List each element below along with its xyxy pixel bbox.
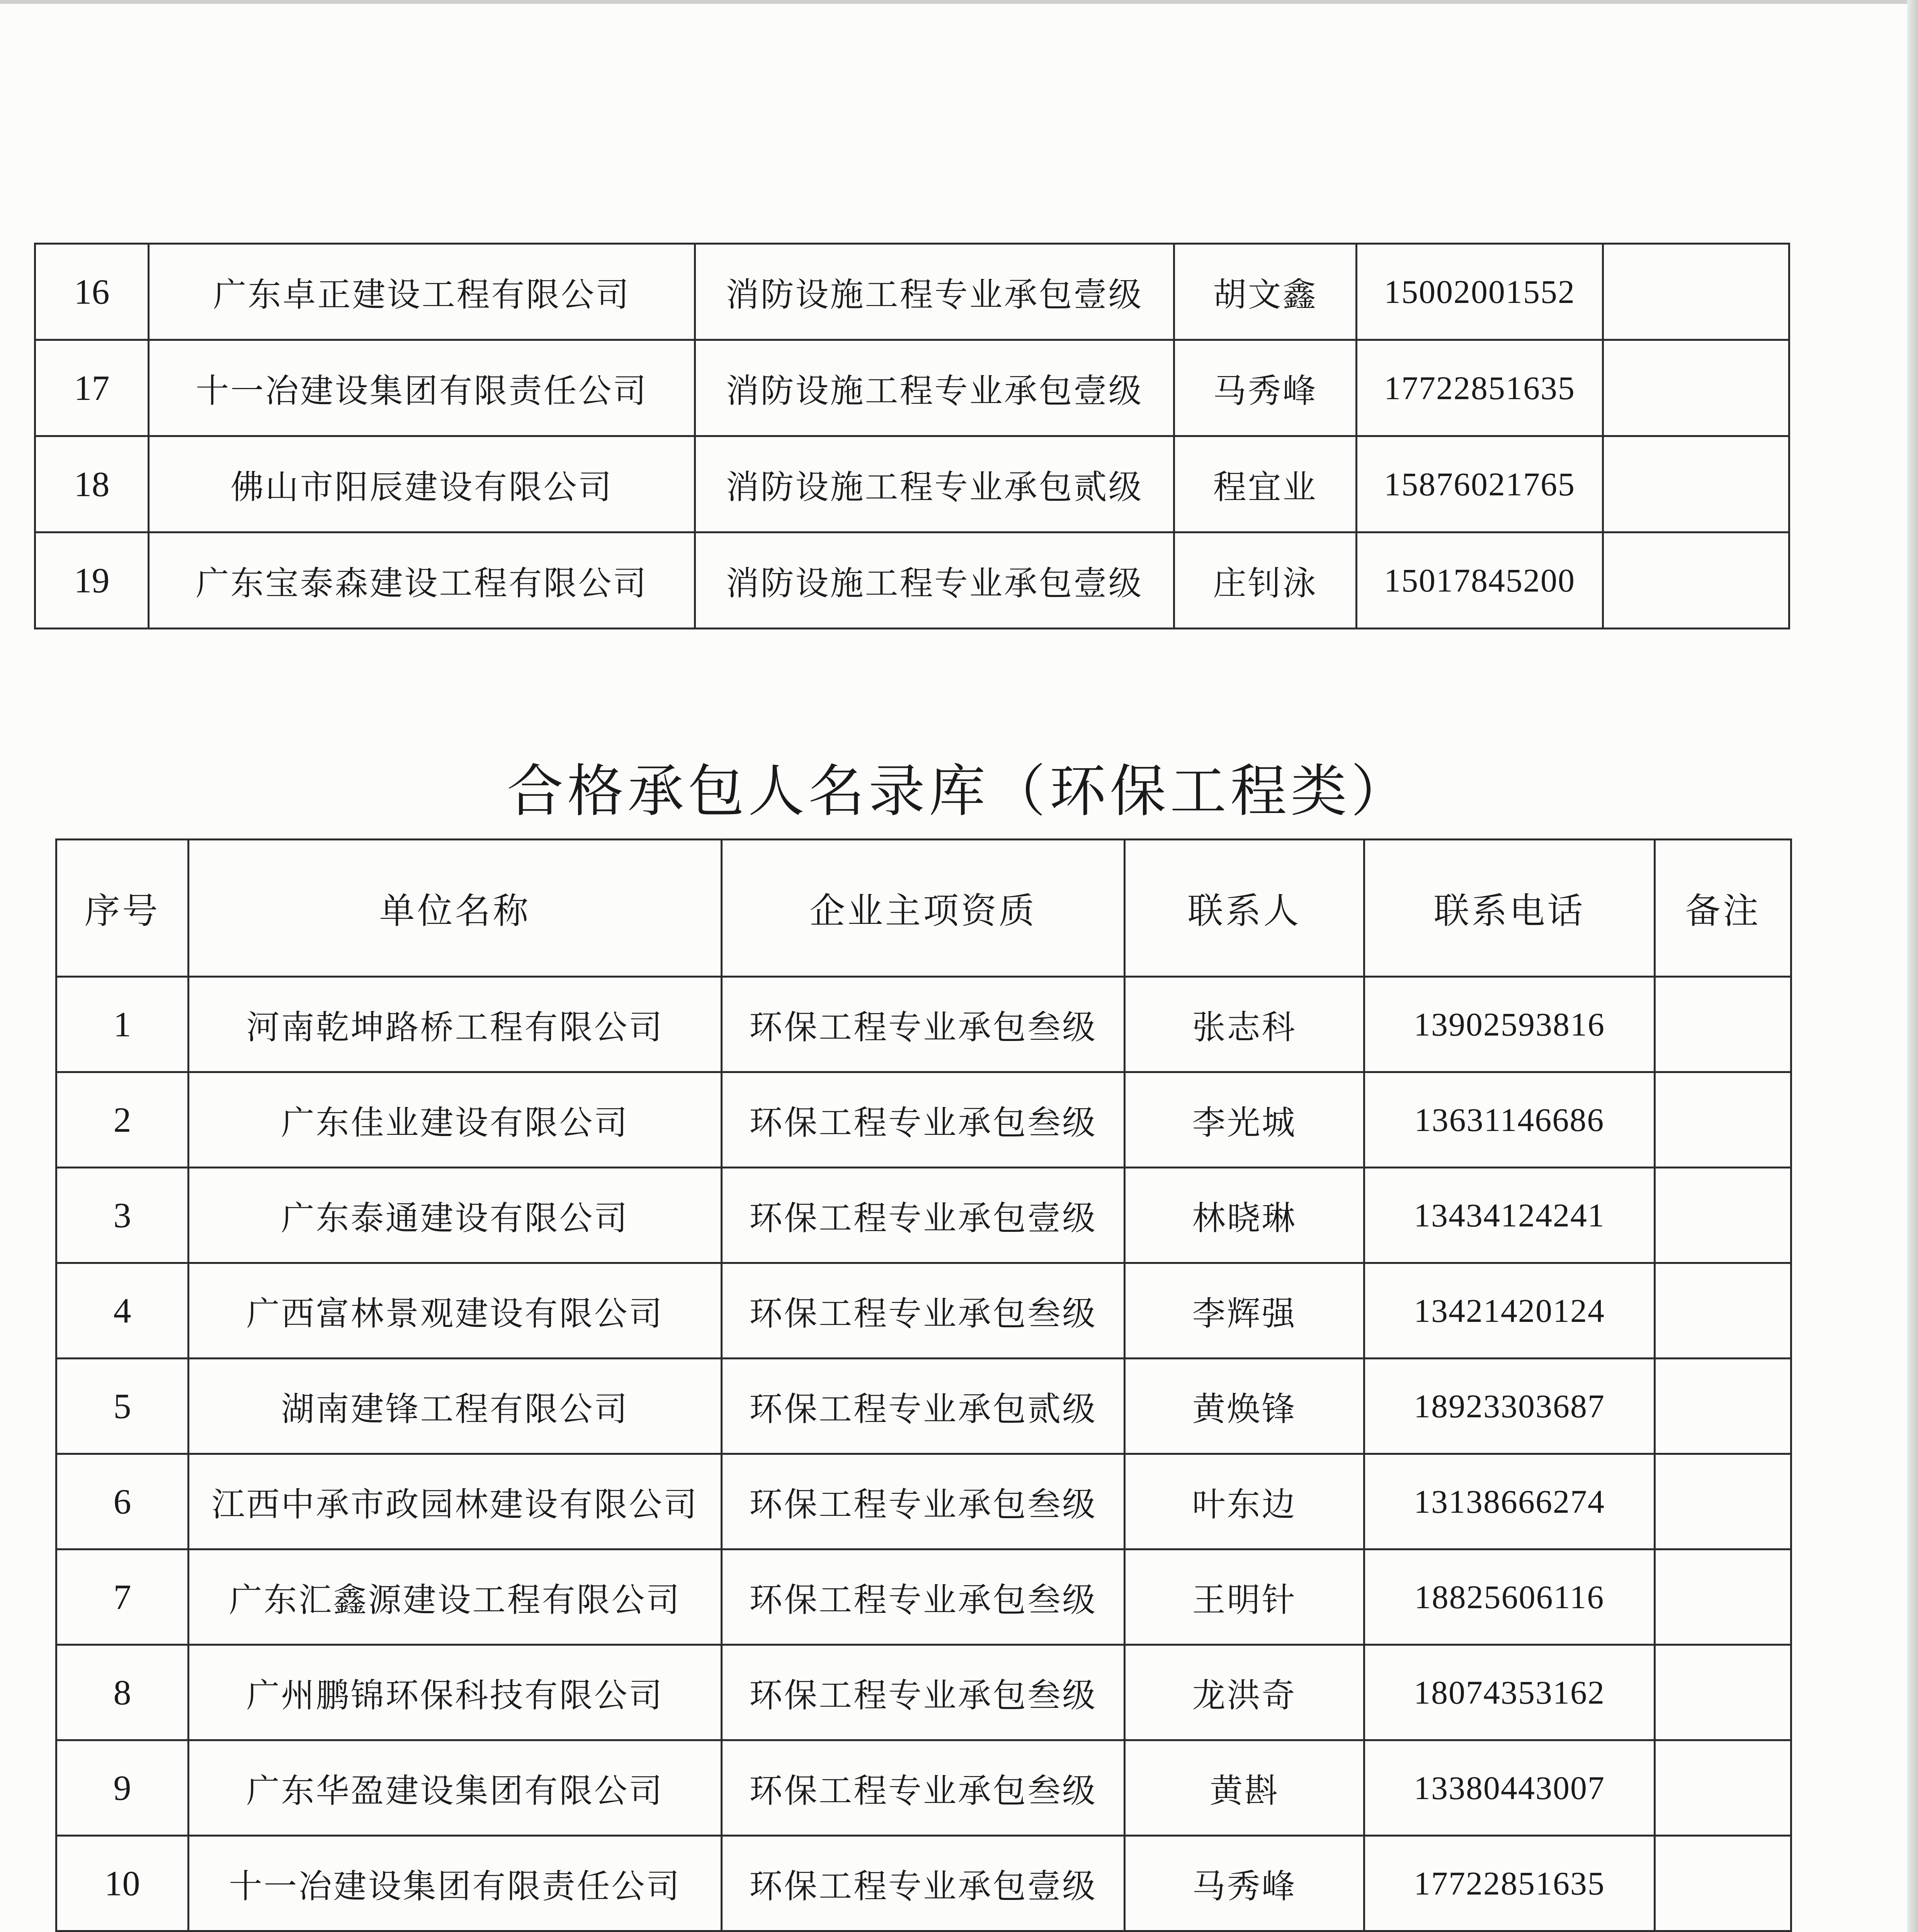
cell-contact: 马秀峰 [1125,1836,1364,1931]
cell-no: 1 [56,977,189,1072]
cell-phone: 13631146686 [1364,1072,1655,1168]
cell-qualification: 消防设施工程专业承包壹级 [695,340,1174,436]
cell-phone: 17722851635 [1364,1836,1655,1931]
cell-remark [1655,1072,1791,1168]
cell-company: 河南乾坤路桥工程有限公司 [189,977,722,1072]
cell-no: 7 [56,1549,189,1645]
table-header-row [56,840,1791,977]
cell-remark [1603,244,1789,340]
cell-no: 8 [56,1645,189,1740]
cell-company: 广东宝泰森建设工程有限公司 [149,532,695,629]
cell-phone: 13421420124 [1364,1263,1655,1359]
cell-phone: 13138666274 [1364,1454,1655,1549]
cell-company: 广州鹏锦环保科技有限公司 [189,1645,722,1740]
cell-no: 5 [56,1359,189,1454]
cell-qualification: 环保工程专业承包叁级 [722,1454,1125,1549]
table-row [35,436,1789,532]
cell-no: 2 [56,1072,189,1168]
cell-phone: 13434124241 [1364,1168,1655,1263]
cell-company: 广西富林景观建设有限公司 [189,1263,722,1359]
cell-no: 10 [56,1836,189,1931]
table-row [56,1263,1791,1359]
cell-company: 湖南建锋工程有限公司 [189,1359,722,1454]
cell-remark [1603,340,1789,436]
cell-qualification: 消防设施工程专业承包壹级 [695,532,1174,629]
cell-qualification: 环保工程专业承包叁级 [722,1645,1125,1740]
cell-contact: 马秀峰 [1174,340,1357,436]
cell-qualification: 消防设施工程专业承包壹级 [695,244,1174,340]
cell-contact: 李光城 [1125,1072,1364,1168]
cell-company: 广东卓正建设工程有限公司 [149,244,695,340]
table-row [56,1168,1791,1263]
cell-remark [1655,1645,1791,1740]
cell-company: 佛山市阳辰建设有限公司 [149,436,695,532]
cell-no: 17 [35,340,149,436]
cell-remark [1655,1549,1791,1645]
cell-no: 3 [56,1168,189,1263]
cell-company: 广东华盈建设集团有限公司 [189,1740,722,1836]
table-row [35,532,1789,629]
table-row [56,1549,1791,1645]
header-qualification: 企业主项资质 [722,840,1125,977]
cell-phone: 18923303687 [1364,1359,1655,1454]
cell-qualification: 环保工程专业承包壹级 [722,1168,1125,1263]
cell-contact: 张志科 [1125,977,1364,1072]
cell-phone: 15002001552 [1357,244,1603,340]
cell-phone: 15876021765 [1357,436,1603,532]
cell-company: 广东泰通建设有限公司 [189,1168,722,1263]
cell-contact: 林晓琳 [1125,1168,1364,1263]
cell-phone: 13380443007 [1364,1740,1655,1836]
cell-contact: 王明针 [1125,1549,1364,1645]
cell-qualification: 环保工程专业承包贰级 [722,1359,1125,1454]
table1-body [35,244,1789,629]
header-contact: 联系人 [1125,840,1364,977]
cell-remark [1603,436,1789,532]
cell-no: 19 [35,532,149,629]
table-row [35,244,1789,340]
table-row [56,1836,1791,1931]
cell-company: 广东汇鑫源建设工程有限公司 [189,1549,722,1645]
table-row [56,1359,1791,1454]
scan-edge-top [0,0,1918,4]
cell-contact: 程宜业 [1174,436,1357,532]
cell-contact: 庄钊泳 [1174,532,1357,629]
cell-company: 江西中承市政园林建设有限公司 [189,1454,722,1549]
cell-remark [1655,1168,1791,1263]
cell-no: 18 [35,436,149,532]
cell-phone: 15017845200 [1357,532,1603,629]
fire-protection-contractor-table-continued [34,243,1790,629]
cell-qualification: 环保工程专业承包叁级 [722,1740,1125,1836]
cell-qualification: 环保工程专业承包叁级 [722,1072,1125,1168]
cell-qualification: 环保工程专业承包壹级 [722,1836,1125,1931]
cell-company: 十一冶建设集团有限责任公司 [149,340,695,436]
header-no: 序号 [56,840,189,977]
table-row [56,1454,1791,1549]
cell-qualification: 环保工程专业承包叁级 [722,1549,1125,1645]
cell-no: 4 [56,1263,189,1359]
cell-remark [1655,1359,1791,1454]
header-company: 单位名称 [189,840,722,977]
cell-contact: 李辉强 [1125,1263,1364,1359]
table-row [56,977,1791,1072]
table-row [35,340,1789,436]
cell-remark [1655,1263,1791,1359]
cell-no: 16 [35,244,149,340]
cell-remark [1603,532,1789,629]
cell-no: 6 [56,1454,189,1549]
environmental-contractor-table [55,838,1792,1932]
cell-company: 十一冶建设集团有限责任公司 [189,1836,722,1931]
cell-contact: 黄斟 [1125,1740,1364,1836]
scan-edge-right [1907,0,1918,1932]
cell-phone: 17722851635 [1357,340,1603,436]
cell-phone: 18074353162 [1364,1645,1655,1740]
table2-body [56,840,1791,1932]
cell-remark [1655,1740,1791,1836]
table-row [56,1645,1791,1740]
cell-phone: 18825606116 [1364,1549,1655,1645]
header-remark: 备注 [1655,840,1791,977]
section-title: 合格承包人名录库（环保工程类） [507,759,1411,824]
cell-contact: 龙洪奇 [1125,1645,1364,1740]
cell-contact: 胡文鑫 [1174,244,1357,340]
header-phone: 联系电话 [1364,840,1655,977]
cell-contact: 叶东边 [1125,1454,1364,1549]
table-row [56,1740,1791,1836]
cell-remark [1655,977,1791,1072]
cell-contact: 黄焕锋 [1125,1359,1364,1454]
cell-qualification: 消防设施工程专业承包贰级 [695,436,1174,532]
cell-company: 广东佳业建设有限公司 [189,1072,722,1168]
cell-phone: 13902593816 [1364,977,1655,1072]
cell-qualification: 环保工程专业承包叁级 [722,1263,1125,1359]
cell-remark [1655,1454,1791,1549]
cell-no: 9 [56,1740,189,1836]
cell-remark [1655,1836,1791,1931]
table-row [56,1072,1791,1168]
cell-qualification: 环保工程专业承包叁级 [722,977,1125,1072]
